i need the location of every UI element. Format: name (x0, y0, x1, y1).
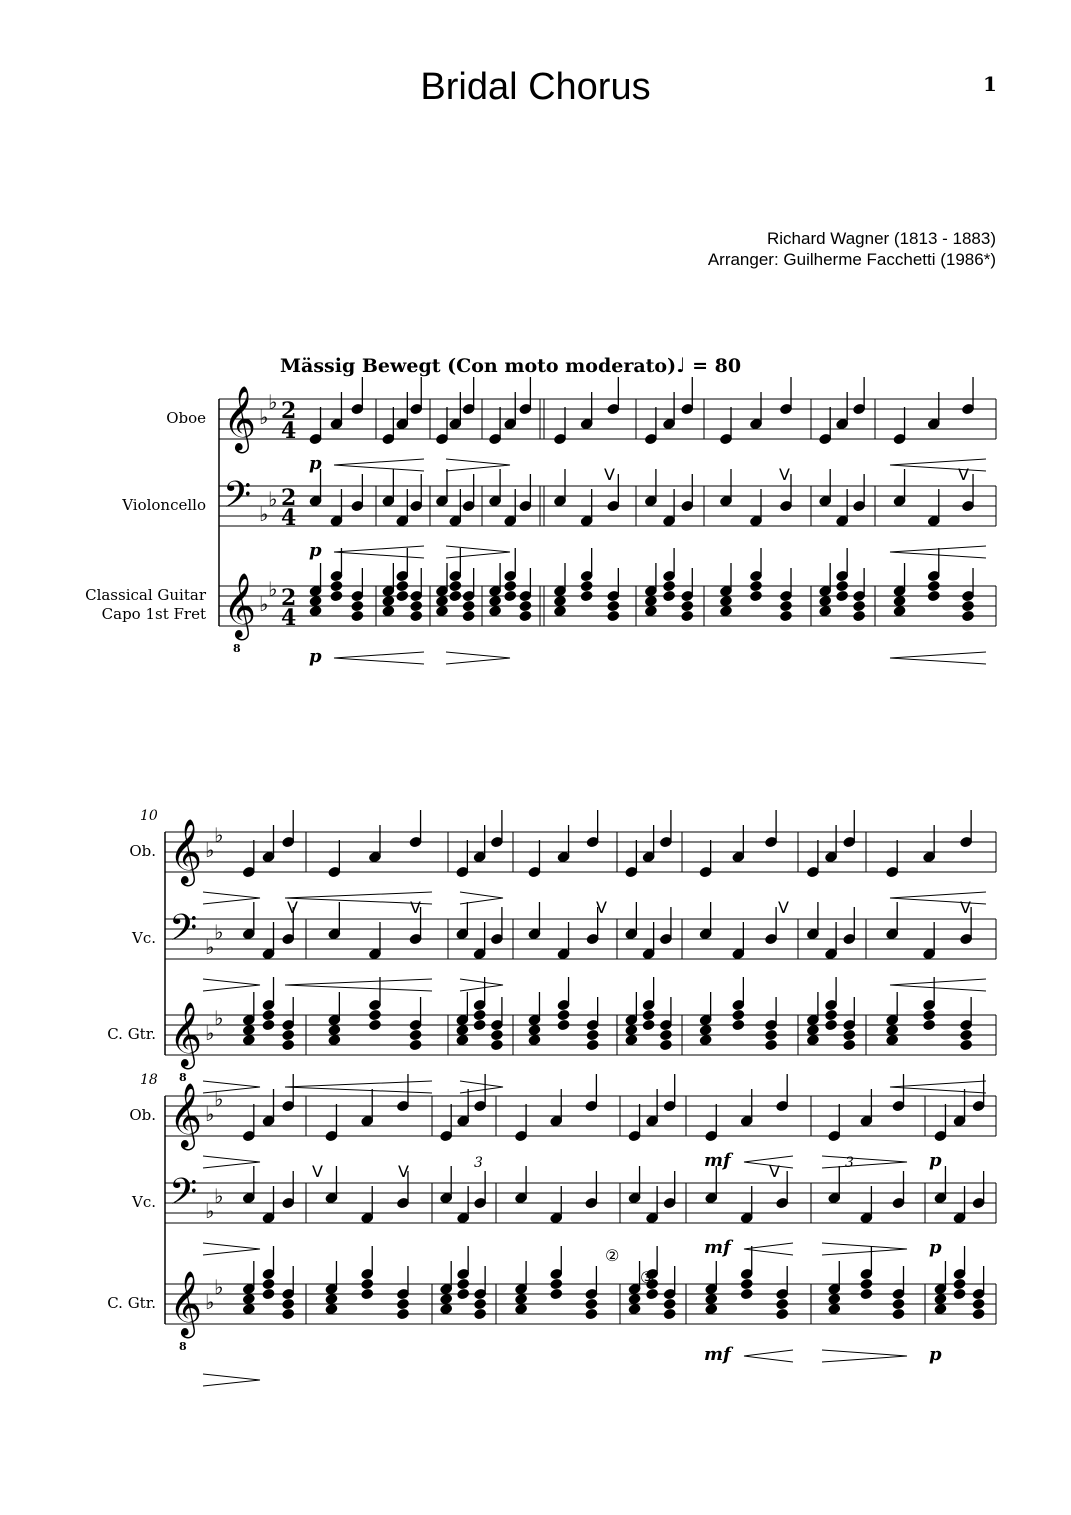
note-head (457, 1288, 470, 1299)
note-head (409, 1039, 422, 1050)
instrument-name: Oboe (166, 409, 206, 427)
treble-clef-icon: 𝄞 (169, 1083, 203, 1148)
note-head (528, 1024, 541, 1035)
instrument-short-name: Ob. (129, 842, 156, 860)
note-head (462, 600, 475, 611)
note-head (807, 1024, 820, 1035)
decrescendo-hairpin (446, 652, 510, 664)
note-head (860, 1288, 873, 1299)
up-bow-mark: V (958, 465, 969, 484)
note-head (663, 1298, 676, 1309)
note-head (440, 1293, 453, 1304)
note-head (660, 1029, 673, 1040)
note-head (550, 1278, 563, 1289)
note-head (243, 1303, 256, 1314)
note-head (330, 580, 343, 591)
note-head (325, 1303, 338, 1314)
quarter-note-icon: ♩ (676, 353, 686, 377)
note-head (550, 1288, 563, 1299)
note-head (491, 1029, 504, 1040)
note-head (369, 1009, 382, 1020)
time-sig-numerator: 2 (281, 485, 297, 511)
flat-icon: ♭ (205, 1102, 215, 1126)
flat-icon: ♭ (205, 1021, 215, 1045)
crescendo-hairpin (744, 1350, 793, 1362)
note-head (953, 1288, 966, 1299)
flat-icon: ♭ (214, 920, 224, 944)
note-head (436, 595, 449, 606)
bass-clef-icon: 𝄢 (169, 907, 198, 958)
note-head (580, 590, 593, 601)
treble-clef-icon: 𝄞 (169, 819, 203, 884)
note-head (960, 1029, 973, 1040)
note-head (892, 1298, 905, 1309)
flat-icon: ♭ (259, 405, 269, 429)
up-bow-mark: V (312, 1162, 323, 1181)
note-head (473, 1019, 486, 1030)
instrument-short-name: C. Gtr. (107, 1025, 156, 1043)
note-head (740, 1288, 753, 1299)
note-head (489, 595, 502, 606)
note-head (923, 1009, 936, 1020)
flat-icon: ♭ (268, 390, 278, 414)
note-head (972, 1298, 985, 1309)
note-head (462, 610, 475, 621)
note-head (409, 1029, 422, 1040)
note-head (282, 1039, 295, 1050)
note-head (262, 1019, 275, 1030)
decrescendo-hairpin (203, 1081, 260, 1093)
treble-clef-icon: 𝄞 (169, 1271, 203, 1336)
measure-number: 18 (140, 1072, 158, 1088)
note-head (456, 1034, 469, 1045)
crescendo-hairpin (890, 979, 986, 991)
string-marking-3: ③ (640, 1268, 655, 1287)
note-head (892, 1308, 905, 1319)
treble-clef-icon: 𝄞 (169, 1002, 203, 1067)
ottava-marker: 8 (233, 642, 241, 655)
page-number: 1 (983, 72, 997, 96)
decrescendo-hairpin (203, 892, 260, 904)
note-head (262, 1278, 275, 1289)
note-head (660, 1039, 673, 1050)
note-head (928, 590, 941, 601)
crescendo-hairpin (334, 459, 424, 471)
note-head (309, 595, 322, 606)
flat-icon: ♭ (259, 502, 269, 526)
treble-clef-icon: 𝄞 (223, 386, 257, 451)
flat-icon: ♭ (214, 1184, 224, 1208)
note-head (776, 1308, 789, 1319)
note-head (705, 1293, 718, 1304)
note-head (528, 1034, 541, 1045)
note-head (410, 600, 423, 611)
note-head (705, 1303, 718, 1314)
note-head (886, 1024, 899, 1035)
note-head (519, 610, 532, 621)
note-head (628, 1303, 641, 1314)
crescendo-hairpin (890, 652, 986, 664)
flat-icon: ♭ (214, 1006, 224, 1030)
note-head (309, 605, 322, 616)
note-head (843, 1039, 856, 1050)
crescendo-hairpin (890, 546, 986, 558)
note-head (282, 1298, 295, 1309)
note-head (449, 590, 462, 601)
up-bow-mark: V (410, 898, 421, 917)
up-bow-mark: V (960, 898, 971, 917)
note-head (828, 1303, 841, 1314)
note-head (646, 1288, 659, 1299)
note-head (853, 600, 866, 611)
note-head (628, 1293, 641, 1304)
note-head (325, 1293, 338, 1304)
time-sig-denominator: 4 (281, 605, 297, 631)
note-head (934, 1293, 947, 1304)
flat-icon: ♭ (268, 487, 278, 511)
score-title: Bridal Chorus (420, 66, 651, 108)
note-head (699, 1024, 712, 1035)
note-head (554, 605, 567, 616)
note-head (732, 1019, 745, 1030)
decrescendo-hairpin (203, 979, 260, 991)
note-head (953, 1278, 966, 1289)
time-sig-numerator: 2 (281, 398, 297, 424)
up-bow-mark: V (596, 898, 607, 917)
note-head (720, 595, 733, 606)
note-head (369, 1019, 382, 1030)
note-head (361, 1278, 374, 1289)
note-head (642, 1009, 655, 1020)
flat-icon: ♭ (214, 1087, 224, 1111)
crescendo-hairpin (285, 1081, 432, 1093)
note-head (473, 1009, 486, 1020)
note-head (699, 1034, 712, 1045)
decrescendo-hairpin (446, 546, 510, 558)
note-head (243, 1034, 256, 1045)
crescendo-hairpin (890, 892, 986, 904)
decrescendo-hairpin (460, 892, 503, 904)
note-head (282, 1308, 295, 1319)
time-sig-numerator: 2 (281, 585, 297, 611)
note-head (732, 1009, 745, 1020)
note-head (625, 1024, 638, 1035)
note-head (586, 1039, 599, 1050)
note-head (853, 610, 866, 621)
dynamic-piano: p (929, 1237, 942, 1258)
note-head (361, 1288, 374, 1299)
crescendo-hairpin (890, 1081, 986, 1093)
dynamic-mezzo-forte: mf (704, 1344, 731, 1365)
ottava-marker: 8 (179, 1340, 187, 1353)
note-head (396, 590, 409, 601)
note-head (519, 600, 532, 611)
crescendo-hairpin (334, 652, 424, 664)
note-head (557, 1009, 570, 1020)
bass-clef-icon: 𝄢 (223, 474, 252, 525)
note-head (825, 1019, 838, 1030)
note-head (962, 600, 975, 611)
note-head (515, 1293, 528, 1304)
flat-icon: ♭ (205, 935, 215, 959)
note-head (663, 590, 676, 601)
system-3 (107, 1072, 996, 1386)
note-head (750, 590, 763, 601)
note-head (328, 1024, 341, 1035)
note-head (836, 580, 849, 591)
note-head (262, 1009, 275, 1020)
up-bow-mark: V (779, 465, 790, 484)
note-head (645, 595, 658, 606)
dynamic-piano: p (929, 1150, 942, 1171)
note-head (440, 1303, 453, 1314)
note-head (474, 1308, 487, 1319)
instrument-short-name: Vc. (131, 929, 156, 947)
instrument-name-line2: Capo 1st Fret (101, 605, 206, 623)
string-marking-2: ② (605, 1246, 620, 1265)
note-head (972, 1308, 985, 1319)
triplet-label: 3 (845, 1155, 854, 1171)
note-head (554, 595, 567, 606)
measure-number: 10 (140, 808, 158, 824)
note-head (819, 605, 832, 616)
flat-icon: ♭ (214, 1275, 224, 1299)
note-head (934, 1303, 947, 1314)
note-head (515, 1303, 528, 1314)
flat-icon: ♭ (214, 823, 224, 847)
note-head (607, 610, 620, 621)
note-head (886, 1034, 899, 1045)
note-head (351, 600, 364, 611)
decrescendo-hairpin (203, 1243, 260, 1255)
note-head (663, 580, 676, 591)
note-head (491, 1039, 504, 1050)
note-head (397, 1308, 410, 1319)
note-head (807, 1034, 820, 1045)
note-head (243, 1293, 256, 1304)
note-head (765, 1039, 778, 1050)
note-head (681, 600, 694, 611)
instrument-name: Violoncello (122, 496, 206, 514)
note-head (328, 1034, 341, 1045)
decrescendo-hairpin (822, 1243, 907, 1255)
note-head (397, 1298, 410, 1309)
note-head (557, 1019, 570, 1030)
dynamic-piano: p (309, 453, 322, 474)
note-head (928, 580, 941, 591)
instrument-short-name: Ob. (129, 1106, 156, 1124)
note-head (776, 1298, 789, 1309)
note-head (243, 1024, 256, 1035)
note-head (456, 1024, 469, 1035)
note-head (489, 605, 502, 616)
note-head (960, 1039, 973, 1050)
note-head (282, 1029, 295, 1040)
note-head (436, 605, 449, 616)
flat-icon: ♭ (268, 577, 278, 601)
arranger-credit: Arranger: Guilherme Facchetti (1986*) (707, 250, 996, 269)
dynamic-piano: p (309, 540, 322, 561)
crescendo-hairpin (285, 979, 432, 991)
tempo-text: Mässig Bewegt (Con moto moderato) (280, 355, 677, 377)
note-head (645, 605, 658, 616)
note-head (836, 590, 849, 601)
dynamic-piano: p (929, 1344, 942, 1365)
note-head (504, 580, 517, 591)
note-head (923, 1019, 936, 1030)
up-bow-mark: V (769, 1162, 780, 1181)
flat-icon: ♭ (205, 1199, 215, 1223)
crescendo-hairpin (334, 546, 424, 558)
note-head (585, 1298, 598, 1309)
flat-icon: ♭ (205, 838, 215, 862)
decrescendo-hairpin (203, 1374, 260, 1386)
note-head (585, 1308, 598, 1319)
note-head (819, 595, 832, 606)
note-head (396, 580, 409, 591)
note-head (681, 610, 694, 621)
note-head (474, 1298, 487, 1309)
ottava-marker: 8 (179, 1071, 187, 1084)
decrescendo-hairpin (822, 1156, 907, 1168)
treble-clef-icon: 𝄞 (223, 573, 257, 638)
tempo-bpm: = 80 (685, 355, 742, 377)
dynamic-mezzo-forte: mf (704, 1150, 731, 1171)
note-head (382, 605, 395, 616)
note-head (962, 610, 975, 621)
note-head (457, 1278, 470, 1289)
note-head (720, 605, 733, 616)
note-head (740, 1278, 753, 1289)
note-head (860, 1278, 873, 1289)
note-head (625, 1034, 638, 1045)
decrescendo-hairpin (203, 1156, 260, 1168)
up-bow-mark: V (778, 898, 789, 917)
note-head (382, 595, 395, 606)
dynamic-piano: p (309, 646, 322, 667)
time-sig-denominator: 4 (281, 418, 297, 444)
instrument-short-name: C. Gtr. (107, 1294, 156, 1312)
note-head (330, 590, 343, 601)
instrument-short-name: Vc. (131, 1193, 156, 1211)
composer-credit: Richard Wagner (1813 - 1883) (767, 229, 996, 248)
note-head (586, 1029, 599, 1040)
note-head (351, 610, 364, 621)
decrescendo-hairpin (460, 979, 503, 991)
note-head (893, 595, 906, 606)
instrument-name: Classical Guitar (85, 586, 206, 604)
up-bow-mark: V (398, 1162, 409, 1181)
bass-clef-icon: 𝄢 (169, 1171, 198, 1222)
note-head (580, 580, 593, 591)
triplet-label: 3 (474, 1155, 483, 1171)
note-head (607, 600, 620, 611)
up-bow-mark: V (604, 465, 615, 484)
note-head (825, 1009, 838, 1020)
note-head (828, 1293, 841, 1304)
note-head (449, 580, 462, 591)
time-sig-denominator: 4 (281, 505, 297, 531)
decrescendo-hairpin (822, 1350, 907, 1362)
system-1 (85, 377, 996, 667)
note-head (843, 1029, 856, 1040)
note-head (504, 590, 517, 601)
up-bow-mark: V (287, 898, 298, 917)
note-head (750, 580, 763, 591)
note-head (765, 1029, 778, 1040)
dynamic-mezzo-forte: mf (704, 1237, 731, 1258)
note-head (780, 610, 793, 621)
note-head (642, 1019, 655, 1030)
flat-icon: ♭ (205, 1290, 215, 1314)
flat-icon: ♭ (259, 592, 269, 616)
note-head (262, 1288, 275, 1299)
note-head (410, 610, 423, 621)
note-head (663, 1308, 676, 1319)
decrescendo-hairpin (460, 1081, 503, 1093)
system-2 (107, 808, 996, 1093)
note-head (780, 600, 793, 611)
note-head (893, 605, 906, 616)
